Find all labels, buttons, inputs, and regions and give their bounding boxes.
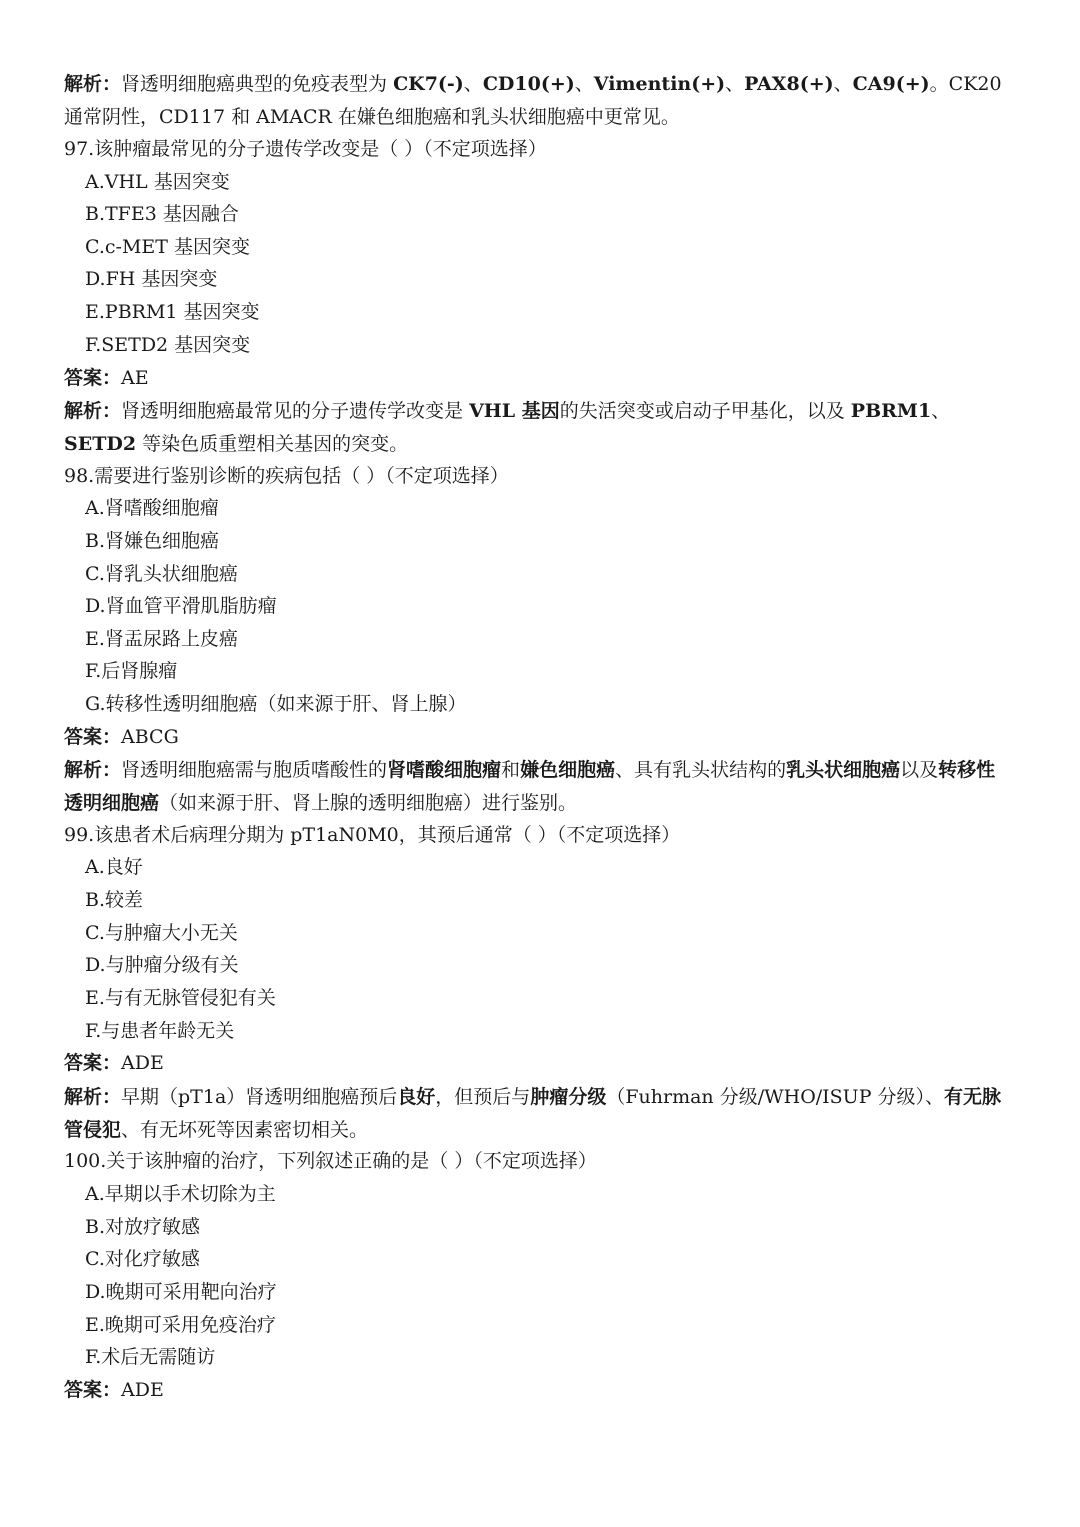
option-98-a: A.肾嗜酸细胞瘤 [85,497,219,519]
analysis-part: 肾透明细胞癌典型的免疫表型为 [121,73,394,95]
analysis-part: PAX8(+) [744,73,834,95]
analysis-label: 解析： [64,1086,122,1108]
analysis-part: CA9(+) [852,73,930,95]
option-99-b: B.较差 [85,889,144,911]
analysis-part: 肿瘤分级 [530,1086,607,1108]
analysis-part: 、 [833,73,853,95]
analysis-part: ，但预后与 [435,1086,531,1108]
answer-100 [64,1375,164,1405]
question-99: 99.该患者术后病理分期为 pT1aN0M0，其预后通常（ ）（不定项选择） [64,824,681,846]
option-97-f: F.SETD2 基因突变 [85,334,251,356]
analysis-paragraph-96 [64,68,1012,134]
analysis-part: Vimentin(+) [593,73,726,95]
option-98-f: F.后肾腺瘤 [85,660,178,682]
option-97-d: D.FH 基因突变 [85,268,218,290]
analysis-part: 、 [463,73,483,95]
option-98-g: G.转移性透明细胞癌（如来源于肝、肾上腺） [85,693,467,715]
analysis-part: 、有无坏死等因素密切相关。 [121,1119,369,1141]
analysis-part: （Fuhrman 分级/WHO/ISUP 分级）、 [606,1086,945,1108]
option-100-b: B.对放疗敏感 [85,1216,201,1238]
analysis-part: 转移性透明细胞癌 [64,759,996,814]
analysis-part: 等染色质重塑相关基因的突变。 [136,433,409,455]
analysis-part: 的失活突变或启动子甲基化，以及 [559,400,851,422]
analysis-paragraph-97 [64,395,1012,461]
option-97-b: B.TFE3 基因融合 [85,203,239,225]
analysis-part: 乳头状细胞癌 [786,759,901,781]
option-97-c: C.c-MET 基因突变 [85,236,250,258]
analysis-label: 解析： [64,73,122,95]
option-99-f: F.与患者年龄无关 [85,1020,235,1042]
analysis-part: PBRM1 [850,400,932,422]
analysis-label: 解析： [64,759,122,781]
option-99-c: C.与肿瘤大小无关 [85,922,238,944]
option-100-c: C.对化疗敏感 [85,1248,200,1270]
option-99-d: D.与肿瘤分级有关 [85,954,239,976]
question-100: 100.关于该肿瘤的治疗，下列叙述正确的是（ ）（不定项选择） [64,1150,597,1172]
analysis-part: 早期（pT1a）肾透明细胞癌预后 [121,1086,398,1108]
answer-value: AE [121,367,149,389]
analysis-part: 。CK20 通常阴性，CD117 和 AMACR 在嫌色细胞癌和乳头状细胞癌中更常见。 [64,73,1002,128]
question-97: 97.该肿瘤最常见的分子遗传学改变是（ ）（不定项选择） [64,138,547,160]
analysis-paragraph-98 [64,754,1012,820]
answer-label: 答案： [64,1052,122,1074]
answer-99 [64,1048,164,1078]
analysis-part: 、 [574,73,594,95]
answer-98 [64,722,179,752]
option-99-a: A.良好 [85,856,143,878]
option-98-e: E.肾盂尿路上皮癌 [85,628,238,650]
option-97-a: A.VHL 基因突变 [85,171,230,193]
answer-97 [64,363,149,393]
analysis-part: CK7(-) [393,73,464,95]
answer-label: 答案： [64,367,122,389]
answer-label: 答案： [64,726,122,748]
option-97-e: E.PBRM1 基因突变 [85,301,260,323]
analysis-part: 、具有乳头状结构的 [615,759,787,781]
analysis-part: 嫌色细胞癌 [520,759,616,781]
question-98: 98.需要进行鉴别诊断的疾病包括（ ）（不定项选择） [64,465,509,487]
analysis-part: 有无脉管侵犯 [64,1086,1002,1141]
option-100-f: F.术后无需随访 [85,1346,216,1368]
analysis-paragraph-99 [64,1081,1012,1147]
answer-value: ADE [121,1379,164,1401]
analysis-part: （如来源于肝、肾上腺的透明细胞癌）进行鉴别。 [159,792,578,814]
analysis-part: 良好 [397,1086,436,1108]
analysis-part: 肾透明细胞癌最常见的分子遗传学改变是 [121,400,470,422]
analysis-part: SETD2 [64,433,137,455]
analysis-part: 、 [725,73,745,95]
analysis-part: CD10(+) [482,73,575,95]
answer-label: 答案： [64,1379,122,1401]
option-98-b: B.肾嫌色细胞癌 [85,530,220,552]
analysis-part: 和 [501,759,521,781]
option-98-d: D.肾血管平滑肌脂肪瘤 [85,595,277,617]
analysis-label: 解析： [64,400,122,422]
analysis-part: 、 [931,400,951,422]
option-100-a: A.早期以手术切除为主 [85,1183,276,1205]
answer-value: ADE [121,1052,164,1074]
analysis-part: VHL 基因 [469,400,560,422]
option-98-c: C.肾乳头状细胞癌 [85,563,238,585]
analysis-part: 肾嗜酸细胞瘤 [387,759,502,781]
analysis-part: 以及 [900,759,939,781]
analysis-part: 肾透明细胞癌需与胞质嗜酸性的 [121,759,388,781]
option-100-e: E.晚期可采用免疫治疗 [85,1314,276,1336]
option-99-e: E.与有无脉管侵犯有关 [85,987,276,1009]
option-100-d: D.晚期可采用靶向治疗 [85,1281,277,1303]
answer-value: ABCG [121,726,179,748]
